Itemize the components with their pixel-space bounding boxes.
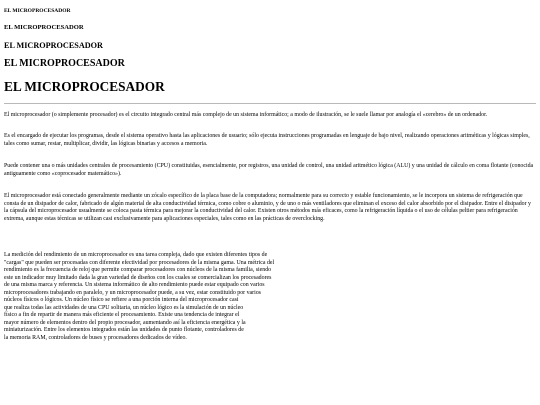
text-line: miniaturización. Entre los elementos integrados están las unidades de punto flotante, controladores de [4, 327, 244, 333]
text-line: este un indicador muy limitado dada la gran variedad de diseños con los cuales se comercializan los procesadores [4, 274, 272, 281]
heading-level-4: EL MICROPROCESADOR [4, 41, 103, 50]
paragraph-function: Es el encargado de ejecutar los programas, desde el sistema operativo hasta las aplicaciones de usuario; sólo ejecuta instrucciones programadas en lenguaje de bajo nivel, realizando operaciones aritméticas y lógicas simples, tales como sumar, restar, multiplicar, dividir, las lógicas binarias y accesos a memoria. [4, 133, 530, 147]
heading-level-2: EL MICROPROCESADOR [4, 79, 165, 94]
heading-level-6: EL MICROPROCESADOR [4, 8, 71, 14]
heading-level-3: EL MICROPROCESADOR [4, 58, 125, 69]
text-line: que realiza todas las actividades de una CPU solitaria, un núcleo lógico es la simulación de un núcleo [4, 304, 244, 311]
paragraph-performance [4, 252, 306, 342]
text-line: núcleos físicos o lógicos. Un núcleo físico se refiere a una porción interna del microprocesador casi [4, 297, 239, 303]
text-line: microprocesadores trabajando en paralelo, y un microprocesador puede, a su vez, estar constituido por varios [4, 289, 261, 296]
paragraph-cooling: El microprocesador está conectado generalmente mediante un zócalo específico de la placa base de la computadora; normalmente para su correcto y estable funcionamiento, se le incorpora un sistema de refrigeración que consta de un disipador de calor, fabricado de algún material de alta conductividad térmica, como cobre o aluminio, y de uno o más ventiladores que eliminan el exceso del calor absorbido por el disipador. Entre el disipador y la cápsula del microprocesador usualmente se coloca pasta térmica para mejorar la conductividad del calor. Existen otros métodos más eficaces, como la refrigeración líquida o el uso de células peltier para refrigeración extrema, aunque estas técnicas se utilizan casi exclusivamente para aplicaciones especiales, tales como en las prácticas de overclocking. [4, 193, 531, 222]
paragraph-definition: El microprocesador (o simplemente procesador) es el circuito integrado central más complejo de un sistema informático; a modo de ilustración, se le suele llamar por analogía el «cerebro» de un ordenador. [4, 112, 488, 118]
text-line: físico a fin de repartir de manera más eficiente el procesamiento. Existe una tendencia de integrar el [4, 312, 240, 318]
text-line: rendimiento es la frecuencia de reloj que permite comparar procesadores con núcleos de la misma familia, siendo [4, 267, 272, 273]
horizontal-rule [4, 103, 536, 104]
heading-level-5: EL MICROPROCESADOR [4, 24, 84, 31]
text-line: La medición del rendimiento de un microprocesador es una tarea compleja, dado que existen diferentes tipos de [4, 252, 268, 258]
text-line: la memoria RAM, controladores de buses y procesadores dedicados de vídeo. [4, 334, 187, 341]
text-line: de una misma marca y referencia. Un sistema informático de alto rendimiento puede estar equipado con varios [4, 282, 265, 288]
text-line: mayor número de elementos dentro del propio procesador, aumentando así la eficiencia energética y la [4, 319, 246, 326]
text-line: "cargas" que pueden ser procesadas con diferente efectividad por procesadores de la misma gama. Una métrica del [4, 259, 275, 266]
paragraph-components: Puede contener una o más unidades centrales de procesamiento (CPU) constituidas, esencialmente, por registros, una unidad de control, una unidad aritmético lógica (ALU) y una unidad de cálculo en coma flotante (conocida antiguamente como «coprocesador matemático»). [4, 163, 534, 177]
